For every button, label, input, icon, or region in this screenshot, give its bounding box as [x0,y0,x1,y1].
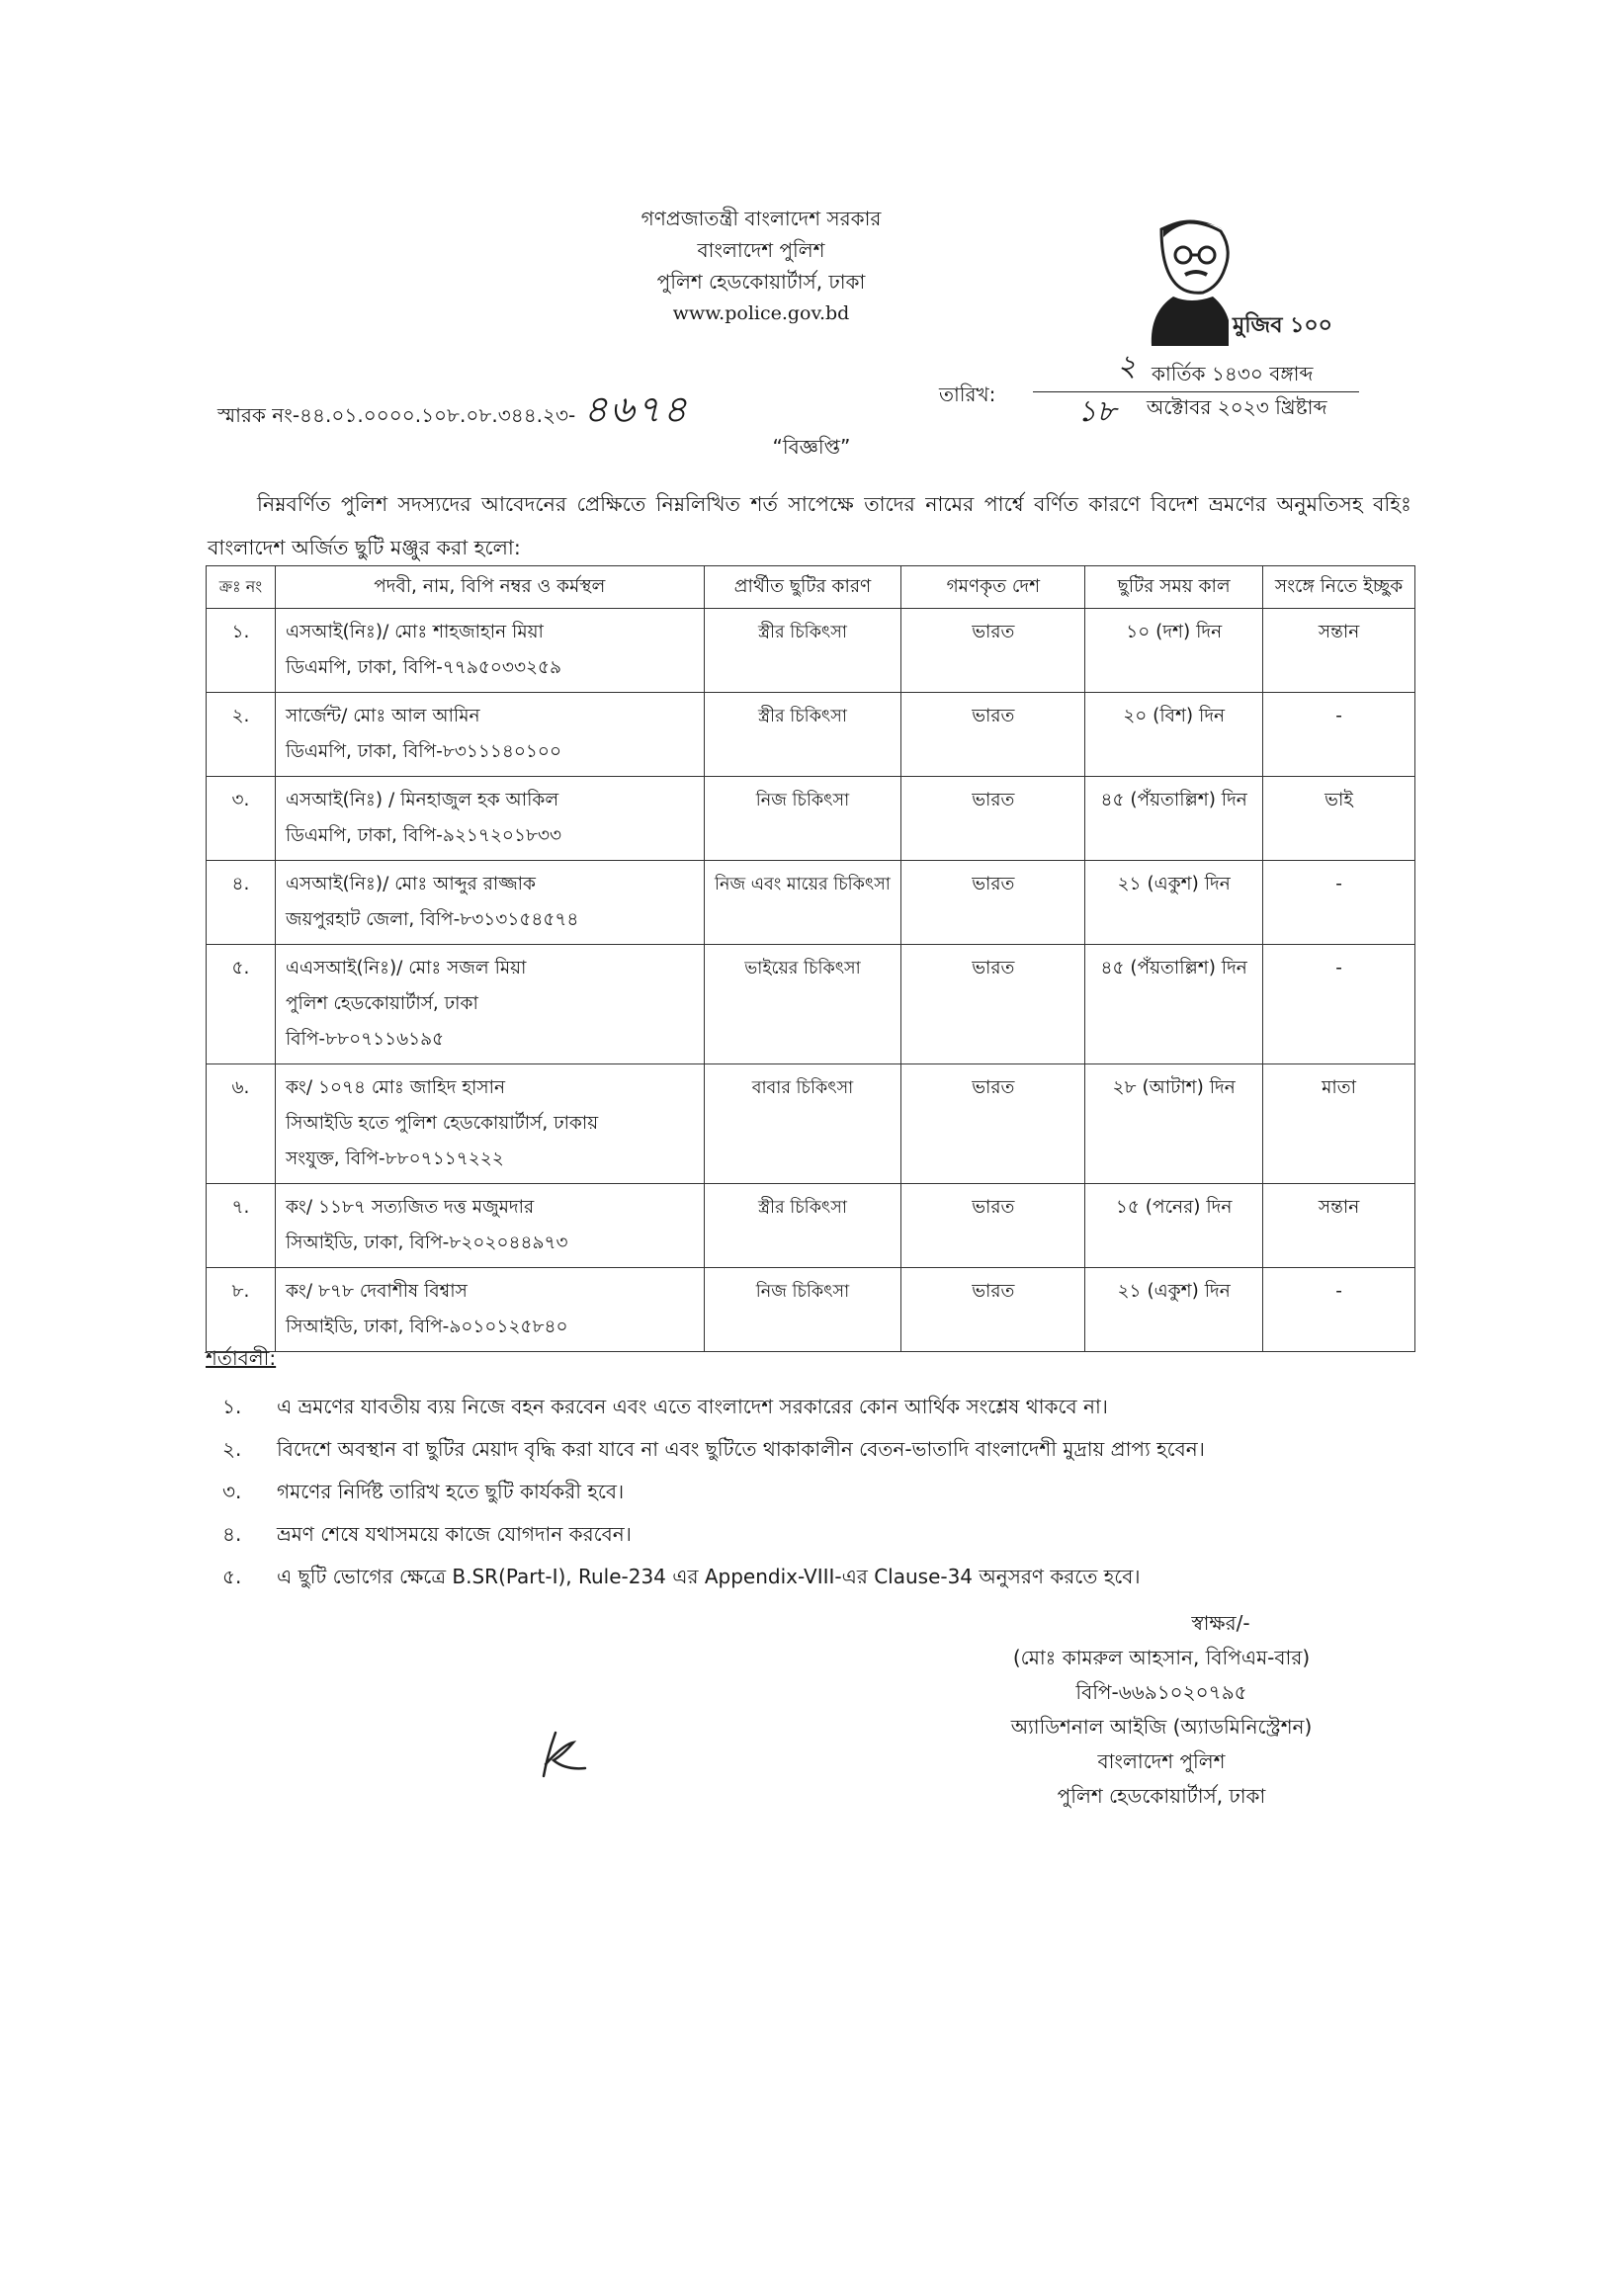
person-line: সিআইডি, ঢাকা, বিপি-৯০১০১২৫৮৪০ [285,1317,568,1337]
svg-text:মুজিব ১০০: মুজিব ১০০ [1233,313,1332,338]
person-line: সংযুক্ত, বিপি-৮৮০৭১১৭২২২ [285,1148,504,1169]
cell-serial: ২. [207,693,276,777]
office-name: পুলিশ হেডকোয়ার্টার্স, ঢাকা [656,270,866,294]
portrait-icon [1122,210,1332,348]
memo-label: স্মারক নং-৪৪.০১.০০০০.১০৮.০৮.৩৪৪.২৩- [217,403,576,427]
cell-duration: ২৮ (আটাশ) দিন [1085,1064,1263,1184]
condition-item [222,1386,1428,1428]
signatory-name: (মোঃ কামরুল আহসান, বিপিএম-বার) [1012,1646,1311,1669]
date-label: তারিখ: [939,383,996,406]
website-link[interactable]: www.police.gov.bd [672,302,850,324]
col-country: গমণকৃত দেশ [901,566,1085,609]
person-line: কং/ ১০৭৪ মোঃ জাহিদ হাসান [285,1077,506,1098]
cell-serial: ৩. [207,777,276,861]
cell-reason: ভাইয়ের চিকিৎসা [704,945,901,1064]
condition-text: এ ভ্রমণের যাবতীয় ব্যয় নিজে বহন করবেন এবং এতে বাংলাদেশ সরকারের কোন আর্থিক সংশ্লেষ থাকবে না। [277,1395,1108,1418]
cell-country: ভারত [901,945,1085,1064]
cell-person [275,945,704,1064]
cell-country: ভারত [901,1184,1085,1268]
person-line: কং/ ১১৮৭ সত্যজিত দত্ত মজুমদার [285,1197,535,1218]
condition-number: ২. [222,1437,242,1461]
notice-title: “বিজ্ঞপ্তি” [772,435,851,459]
person-line: কং/ ৮৭৮ দেবাশীষ বিশ্বাস [285,1281,468,1302]
intro-paragraph: নিম্নবর্ণিত পুলিশ সদস্যদের আবেদনের প্রেক্ষিতে নিম্নলিখিত শর্ত সাপেক্ষে তাদের নামের পার্শ্বে বর্ণিত কারণে বিদেশ ভ্রমণের অনুমতিসহ বহিঃ বাংলাদেশ অর্জিত ছুটি মঞ্জুর করা হলো: [208,492,1411,559]
signatory-bp: বিপি-৬৬৯১০২০৭৯৫ [1075,1680,1247,1704]
cell-duration: ৪৫ (পঁয়তাল্লিশ) দিন [1085,777,1263,861]
person-line: সার্জেন্ট/ মোঃ আল আমিন [285,706,480,726]
cell-serial: ৬. [207,1064,276,1184]
cell-reason: নিজ চিকিৎসা [704,777,901,861]
cell-companion: - [1263,693,1415,777]
col-reason: প্রার্থীত ছুটির কারণ [704,566,901,609]
cell-person [275,609,704,693]
cell-reason: স্ত্রীর চিকিৎসা [704,1184,901,1268]
condition-item [222,1471,1428,1513]
person-line: ডিএমপি, ঢাকা, বিপি-৮৩১১১৪০১০০ [285,741,561,762]
cell-country: ভারত [901,693,1085,777]
memo-handwritten-number: ৪৬৭৪ [583,387,690,431]
condition-number: ১. [222,1395,242,1418]
cell-country: ভারত [901,1064,1085,1184]
cell-companion: মাতা [1263,1064,1415,1184]
person-line: এএসআই(নিঃ)/ মোঃ সজল মিয়া [285,958,527,978]
condition-text: এ ছুটি ভোগের ক্ষেত্রে B.SR(Part-I), Rule-234 এর Appendix-VIII-এর Clause-34 অনুসরণ করতে হবে। [277,1565,1141,1588]
table-row [207,945,1415,1064]
col-duration: ছুটির সময় কাল [1085,566,1263,609]
letterhead [534,203,988,329]
cell-companion: সন্তান [1263,609,1415,693]
cell-serial: ৭. [207,1184,276,1268]
cell-person [275,861,704,945]
cell-duration: ১৫ (পনের) দিন [1085,1184,1263,1268]
condition-item [222,1513,1428,1556]
signatory-org: বাংলাদেশ পুলিশ [1097,1749,1226,1773]
person-line: বিপি-৮৮০৭১১৬১৯৫ [285,1029,445,1050]
cell-person [275,693,704,777]
govt-name: গণপ্রজাতন্ত্রী বাংলাদেশ সরকার [641,207,882,230]
date-block [1033,348,1359,431]
person-line: সিআইডি হতে পুলিশ হেডকোয়ার্টার্স, ঢাকায় [285,1113,599,1134]
cell-reason: স্ত্রীর চিকিৎসা [704,693,901,777]
condition-number: ৫. [222,1565,242,1588]
cell-duration: ২০ (বিশ) দিন [1085,693,1263,777]
cell-person [275,777,704,861]
person-line: এসআই(নিঃ)/ মোঃ শাহজাহান মিয়া [285,622,544,642]
table-row [207,1064,1415,1184]
table-row [207,861,1415,945]
cell-companion: সন্তান [1263,1184,1415,1268]
person-line: এসআই(নিঃ)/ মোঃ আব্দুর রাজ্জাক [285,874,536,894]
signed-label: স্বাক্ষর/- [1191,1611,1250,1635]
person-line: এসআই(নিঃ) / মিনহাজুল হক আকিল [285,790,559,810]
cell-serial: ৮. [207,1268,276,1352]
cell-person [275,1064,704,1184]
signatory-designation: অ্যাডিশনাল আইজি (অ্যাডমিনিস্ট্রেশন) [1010,1715,1313,1739]
cell-serial: ১. [207,609,276,693]
cell-companion: - [1263,945,1415,1064]
table-row [207,609,1415,693]
signature-block [890,1606,1433,1814]
cell-person [275,1184,704,1268]
condition-text: ভ্রমণ শেষে যথাসময়ে কাজে যোগদান করবেন। [277,1522,632,1546]
cell-country: ভারত [901,1268,1085,1352]
mujib-100-logo [1122,210,1332,348]
table-row [207,1184,1415,1268]
conditions-list [222,1386,1428,1598]
bangla-date: কার্তিক ১৪৩০ বঙ্গাব্দ [1152,362,1314,385]
cell-reason: বাবার চিকিৎসা [704,1064,901,1184]
cell-companion: ভাই [1263,777,1415,861]
english-day-handwritten: ১৮ [1077,394,1116,429]
table-row [207,777,1415,861]
cell-country: ভারত [901,609,1085,693]
condition-item [222,1556,1428,1598]
person-line: ডিএমপি, ঢাকা, বিপি-৭৭৯৫০৩৩২৫৯ [285,657,562,678]
cell-serial: ৫. [207,945,276,1064]
org-name: বাংলাদেশ পুলিশ [697,238,825,262]
col-person: পদবী, নাম, বিপি নম্বর ও কর্মস্থল [275,566,704,609]
person-line: সিআইডি, ঢাকা, বিপি-৮২০২০৪৪৯৭৩ [285,1233,568,1253]
cell-country: ভারত [901,777,1085,861]
condition-text: বিদেশে অবস্থান বা ছুটির মেয়াদ বৃদ্ধি করা যাবে না এবং ছুটিতে থাকাকালীন বেতন-ভাতাদি বাংলাদেশী মুদ্রায় প্রাপ্য হবেন। [277,1437,1205,1461]
cell-duration: ২১ (একুশ) দিন [1085,861,1263,945]
cell-reason: নিজ এবং মায়ের চিকিৎসা [704,861,901,945]
table-row [207,693,1415,777]
handwritten-initial [534,1725,593,1784]
cell-companion: - [1263,1268,1415,1352]
bangla-day-handwritten: ২ [1117,349,1137,383]
cell-reason: স্ত্রীর চিকিৎসা [704,609,901,693]
cell-companion: - [1263,861,1415,945]
cell-person [275,1268,704,1352]
condition-item [222,1428,1428,1471]
cell-reason: নিজ চিকিৎসা [704,1268,901,1352]
table-row [207,1268,1415,1352]
cell-serial: ৪. [207,861,276,945]
cell-country: ভারত [901,861,1085,945]
leave-table [206,565,1415,1352]
person-line: পুলিশ হেডকোয়ার্টার্স, ঢাকা [285,993,478,1014]
person-line: জয়পুরহাট জেলা, বিপি-৮৩১৩১৫৪৫৭৪ [285,909,579,930]
table-header-row [207,566,1415,609]
signatory-office: পুলিশ হেডকোয়ার্টার্স, ঢাকা [1057,1784,1266,1808]
cell-duration: ৪৫ (পঁয়তাল্লিশ) দিন [1085,945,1263,1064]
col-companion: সংঙ্গে নিতে ইচ্ছুক [1263,566,1415,609]
condition-text: গমণের নির্দিষ্ট তারিখ হতে ছুটি কার্যকরী হবে। [277,1480,625,1503]
condition-number: ৩. [222,1480,242,1503]
person-line: ডিএমপি, ঢাকা, বিপি-৯২১৭২০১৮৩৩ [285,825,562,846]
cell-duration: ১০ (দশ) দিন [1085,609,1263,693]
english-date: অক্টোবর ২০২৩ খ্রিষ্টাব্দ [1147,395,1327,419]
condition-number: ৪. [222,1522,242,1546]
col-serial: ক্রঃ নং [207,566,276,609]
conditions-heading: শর্তাবলী: [206,1346,277,1370]
cell-duration: ২১ (একুশ) দিন [1085,1268,1263,1352]
